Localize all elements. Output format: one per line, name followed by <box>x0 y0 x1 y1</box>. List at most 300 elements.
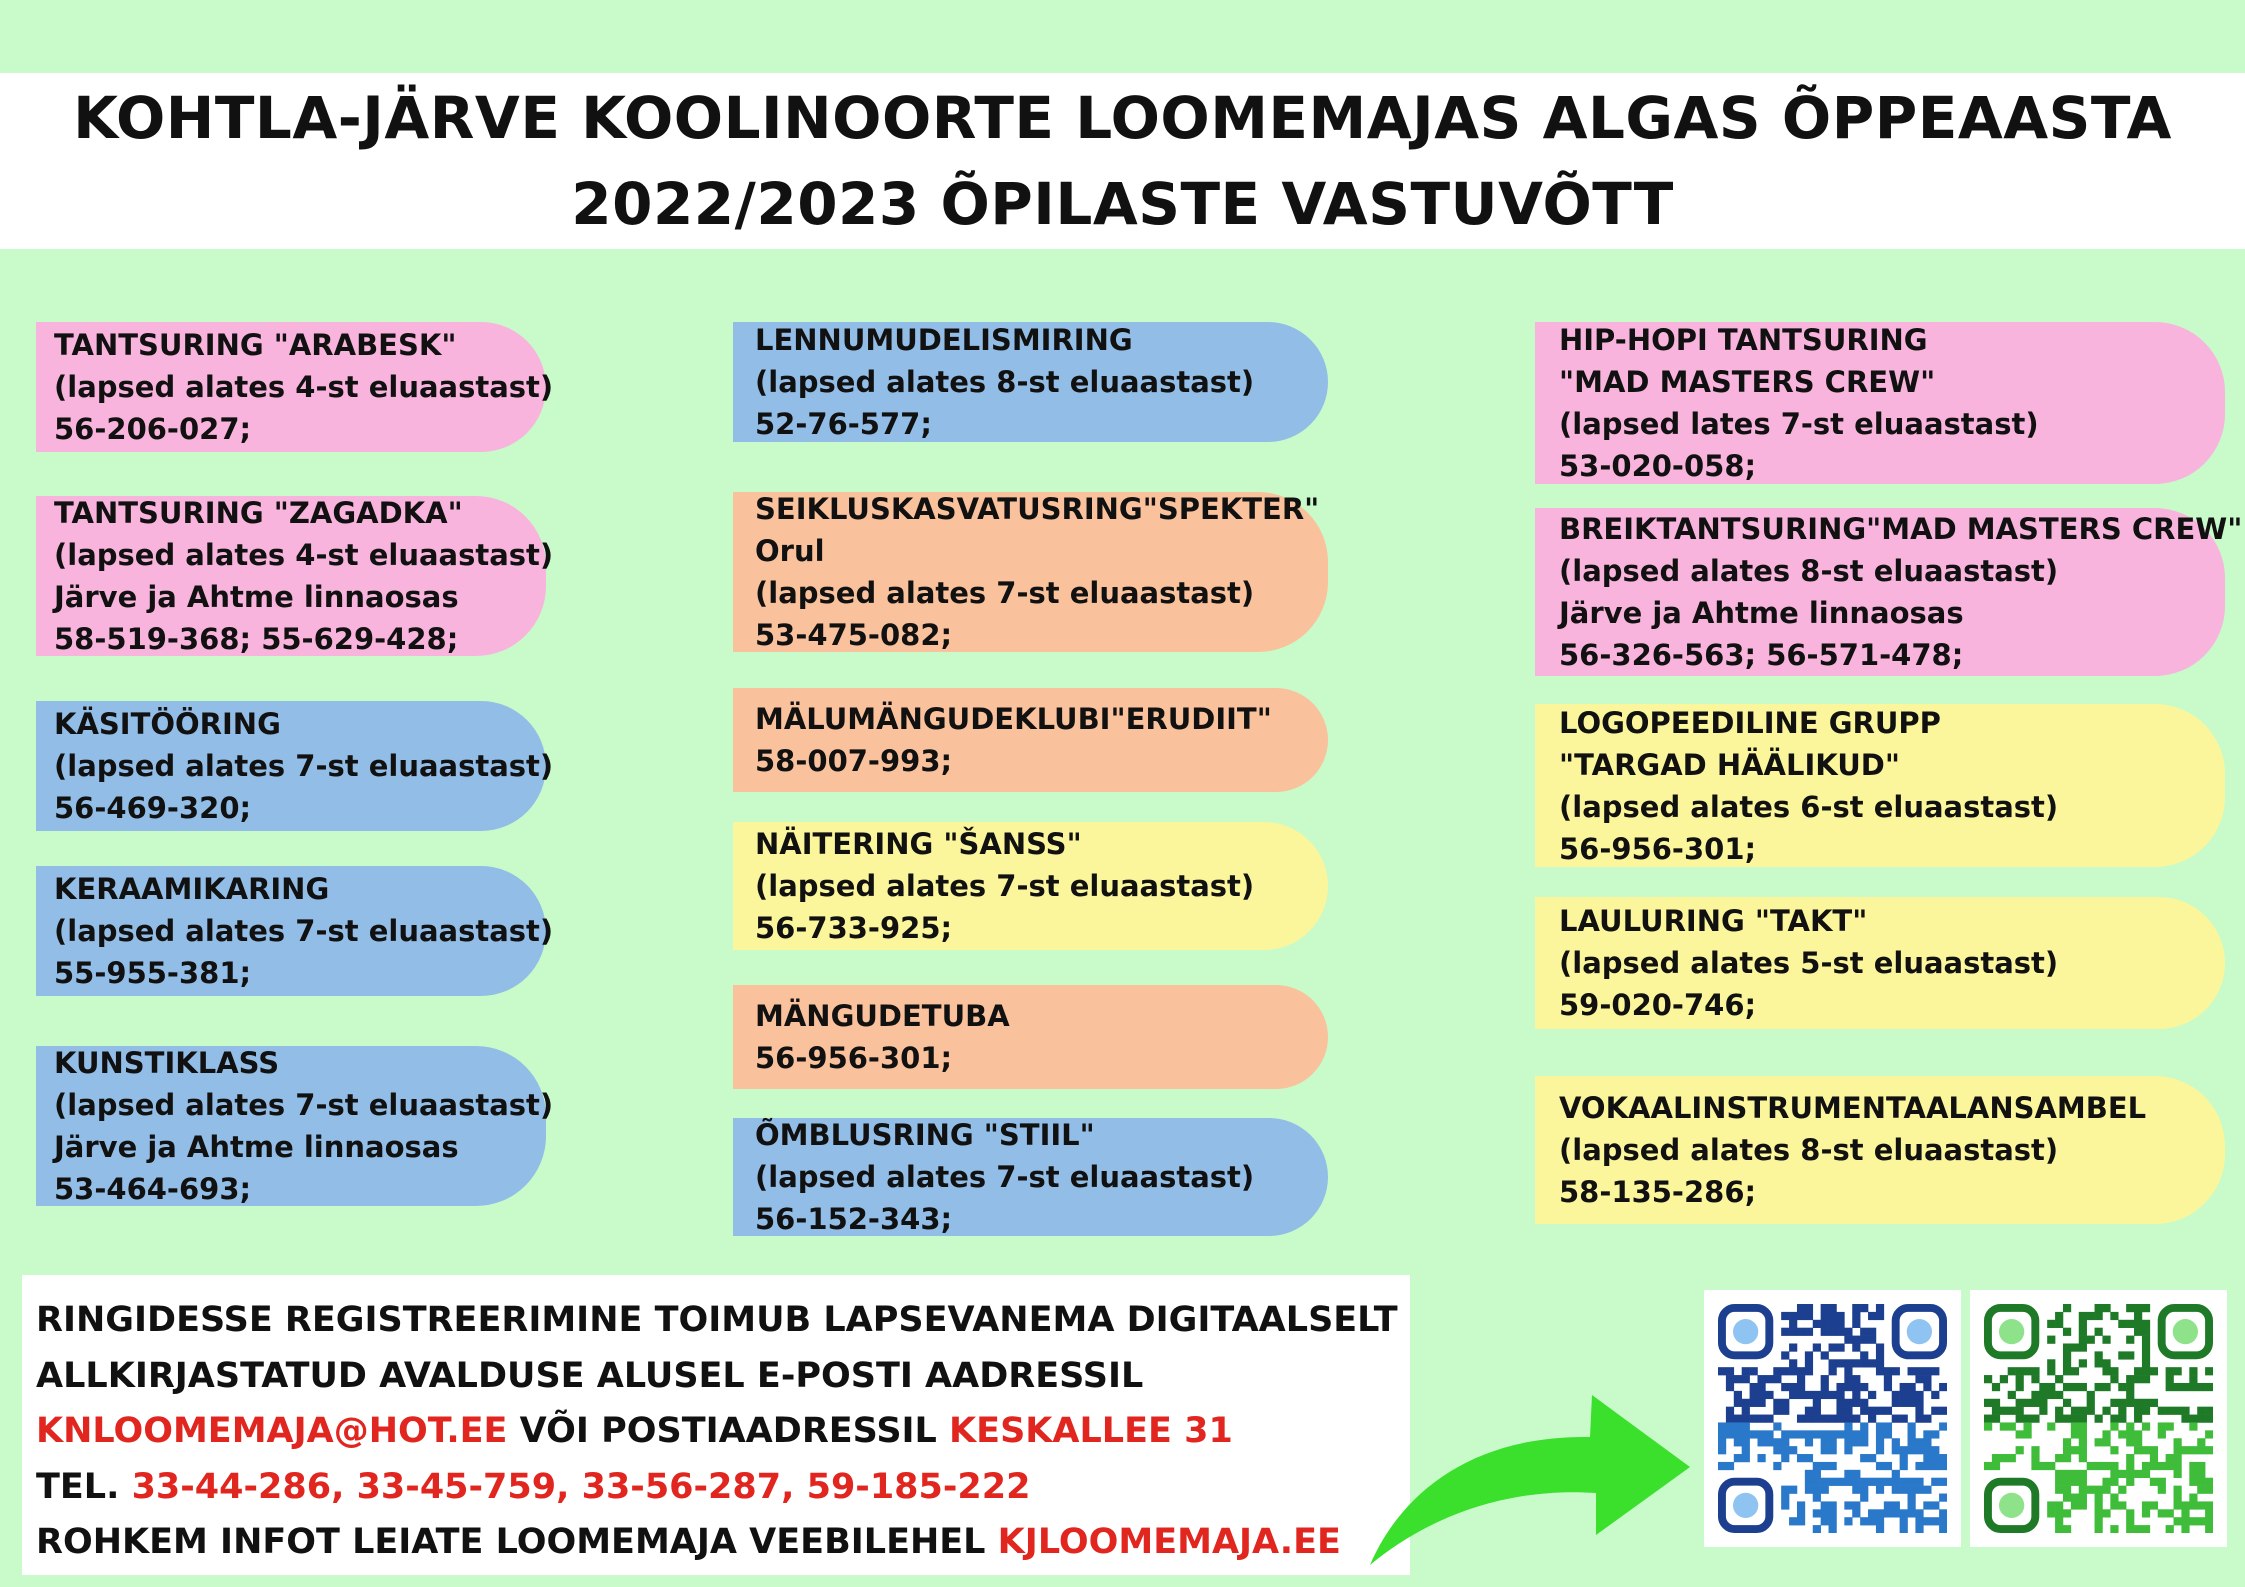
qr-module <box>2079 1478 2087 1486</box>
qr-module <box>1923 1375 1931 1383</box>
qr-module <box>1868 1478 1876 1486</box>
qr-module <box>2039 1383 2047 1391</box>
qr-module <box>1836 1399 1844 1407</box>
qr-module <box>2205 1525 2213 1533</box>
qr-module <box>2031 1391 2039 1399</box>
qr-module <box>1836 1343 1844 1351</box>
qr-module <box>1915 1415 1923 1423</box>
qr-module <box>2142 1336 2150 1344</box>
qr-module <box>1892 1446 1900 1454</box>
qr-module <box>2134 1367 2142 1375</box>
qr-module <box>1742 1367 1750 1375</box>
qr-module <box>1860 1407 1868 1415</box>
circle-phone: 53-475-082; <box>755 618 953 652</box>
circle-phone: 58-519-368; 55-629-428; <box>54 622 459 656</box>
qr-module <box>1852 1486 1860 1494</box>
qr-module <box>2189 1478 2197 1486</box>
qr-module <box>1908 1446 1916 1454</box>
qr-module <box>1797 1517 1805 1525</box>
qr-module <box>2071 1446 2079 1454</box>
qr-module <box>1836 1430 1844 1438</box>
qr-module <box>1821 1415 1829 1423</box>
circle-age: (lapsed lates 7-st eluaastast) <box>1559 407 2039 441</box>
qr-module <box>2055 1470 2063 1478</box>
qr-module <box>1726 1462 1734 1470</box>
circle-phone: 52-76-577; <box>755 407 932 441</box>
qr-module <box>1789 1359 1797 1367</box>
qr-module <box>2095 1304 2103 1312</box>
qr-module <box>2102 1430 2110 1438</box>
qr-module <box>1844 1446 1852 1454</box>
email-link[interactable]: KNLOOMEMAJA@HOT.EE <box>36 1411 508 1451</box>
qr-module <box>1852 1320 1860 1328</box>
qr-module <box>2118 1407 2126 1415</box>
qr-module <box>1923 1454 1931 1462</box>
website-link[interactable]: KJLOOMEMAJA.EE <box>997 1522 1341 1562</box>
qr-module <box>1789 1383 1797 1391</box>
circle-card-erudiit <box>733 688 1328 792</box>
qr-module <box>2126 1320 2134 1328</box>
qr-module <box>1900 1478 1908 1486</box>
qr-module <box>1915 1391 1923 1399</box>
qr-module <box>2142 1343 2150 1351</box>
qr-module <box>1844 1407 1852 1415</box>
circle-age: (lapsed alates 7-st eluaastast) <box>755 576 1255 610</box>
qr-module <box>1876 1422 1884 1430</box>
qr-module <box>1757 1391 1765 1399</box>
qr-module <box>2150 1478 2158 1486</box>
page-title-line-1: KOHTLA-JÄRVE KOOLINOORTE LOOMEMAJAS ALGAS ÕPPEAASTA <box>73 84 2172 152</box>
qr-module <box>1829 1478 1837 1486</box>
qr-module <box>1813 1391 1821 1399</box>
qr-module <box>2102 1336 2110 1344</box>
qr-module <box>1805 1328 1813 1336</box>
qr-module <box>2055 1509 2063 1517</box>
qr-module <box>2063 1525 2071 1533</box>
qr-module <box>1844 1328 1852 1336</box>
qr-module <box>2063 1328 2071 1336</box>
qr-module <box>1829 1446 1837 1454</box>
qr-module <box>2134 1304 2142 1312</box>
qr-module <box>1939 1454 1947 1462</box>
qr-module <box>1852 1501 1860 1509</box>
circle-card-kunstiklass <box>36 1046 554 1206</box>
qr-code-green[interactable] <box>1970 1290 2227 1547</box>
qr-module <box>2023 1415 2031 1423</box>
qr-module <box>1829 1391 1837 1399</box>
qr-module <box>2087 1336 2095 1344</box>
qr-module <box>1908 1486 1916 1494</box>
qr-module <box>1718 1422 1726 1430</box>
qr-module <box>2197 1478 2205 1486</box>
qr-module <box>2134 1430 2142 1438</box>
qr-module <box>1900 1399 1908 1407</box>
qr-module <box>2142 1470 2150 1478</box>
qr-module <box>1844 1438 1852 1446</box>
qr-module <box>1734 1415 1742 1423</box>
qr-module <box>1789 1367 1797 1375</box>
qr-module <box>1868 1454 1876 1462</box>
qr-module <box>2039 1399 2047 1407</box>
info-line-5 <box>36 1515 1410 1571</box>
qr-module <box>2055 1391 2063 1399</box>
qr-module <box>1750 1383 1758 1391</box>
qr-module <box>1868 1328 1876 1336</box>
circle-phone: 56-469-320; <box>54 791 252 825</box>
qr-module <box>2174 1517 2182 1525</box>
qr-module <box>1931 1454 1939 1462</box>
qr-module <box>2150 1462 2158 1470</box>
qr-module <box>1781 1328 1789 1336</box>
qr-module <box>1908 1422 1916 1430</box>
qr-module <box>2118 1501 2126 1509</box>
qr-module <box>2110 1312 2118 1320</box>
circle-phone: 53-020-058; <box>1559 449 1757 483</box>
circle-location: Orul <box>755 534 825 568</box>
qr-module <box>2087 1462 2095 1470</box>
qr-module <box>2126 1430 2134 1438</box>
qr-module <box>1992 1383 2000 1391</box>
qr-module <box>2197 1517 2205 1525</box>
qr-module <box>1757 1375 1765 1383</box>
qr-module <box>2126 1509 2134 1517</box>
qr-module <box>2039 1407 2047 1415</box>
qr-module <box>2063 1478 2071 1486</box>
qr-module <box>1805 1312 1813 1320</box>
qr-module <box>1805 1359 1813 1367</box>
info-line-3 <box>36 1404 1410 1460</box>
qr-module <box>1821 1383 1829 1391</box>
qr-module <box>2142 1375 2150 1383</box>
qr-module <box>2189 1375 2197 1383</box>
qr-module <box>1860 1383 1868 1391</box>
qr-module <box>2150 1454 2158 1462</box>
qr-module <box>1781 1454 1789 1462</box>
qr-module <box>1750 1367 1758 1375</box>
qr-module <box>1773 1422 1781 1430</box>
circle-title: TANTSURING "ARABESK" <box>54 328 457 362</box>
qr-module <box>1773 1438 1781 1446</box>
qr-module <box>2118 1470 2126 1478</box>
qr-module <box>2174 1446 2182 1454</box>
qr-module <box>2047 1462 2055 1470</box>
circle-age: (lapsed alates 7-st eluaastast) <box>54 749 554 783</box>
qr-module <box>1821 1351 1829 1359</box>
qr-module <box>1781 1312 1789 1320</box>
circle-title: TANTSURING "ZAGADKA" <box>54 496 463 530</box>
qr-module <box>2095 1517 2103 1525</box>
qr-module <box>2205 1415 2213 1423</box>
qr-module <box>1876 1304 1884 1312</box>
qr-module <box>1836 1359 1844 1367</box>
qr-module <box>1726 1415 1734 1423</box>
qr-module <box>2055 1525 2063 1533</box>
qr-module <box>1789 1517 1797 1525</box>
qr-code-blue[interactable] <box>1704 1290 1961 1547</box>
qr-module <box>1805 1438 1813 1446</box>
qr-code-icon <box>1984 1304 2213 1533</box>
qr-module <box>1781 1430 1789 1438</box>
qr-module <box>1781 1407 1789 1415</box>
qr-module <box>1939 1509 1947 1517</box>
qr-module <box>1757 1415 1765 1423</box>
qr-module <box>1757 1430 1765 1438</box>
qr-module <box>1781 1501 1789 1509</box>
qr-module <box>2079 1494 2087 1502</box>
qr-module <box>2031 1415 2039 1423</box>
qr-module <box>2079 1407 2087 1415</box>
qr-module <box>2126 1375 2134 1383</box>
qr-module <box>1821 1304 1829 1312</box>
qr-module <box>1734 1399 1742 1407</box>
qr-module <box>1789 1312 1797 1320</box>
qr-module <box>1852 1391 1860 1399</box>
qr-module <box>1892 1438 1900 1446</box>
qr-module <box>1781 1486 1789 1494</box>
qr-module <box>1829 1501 1837 1509</box>
qr-module <box>2023 1422 2031 1430</box>
circle-card-sanss <box>733 822 1328 950</box>
qr-module <box>2016 1407 2024 1415</box>
circle-age: (lapsed alates 7-st eluaastast) <box>755 869 1255 903</box>
qr-module <box>2016 1383 2024 1391</box>
qr-module <box>1742 1407 1750 1415</box>
qr-module <box>1923 1415 1931 1423</box>
phone-numbers: 33-44-286, 33-45-759, 33-56-287, 59-185-222 <box>131 1466 1031 1507</box>
qr-module <box>2126 1525 2134 1533</box>
qr-module <box>2142 1501 2150 1509</box>
qr-module <box>2166 1407 2174 1415</box>
qr-module <box>1797 1415 1805 1423</box>
qr-module <box>2118 1415 2126 1423</box>
circle-card-stiil <box>733 1118 1328 1236</box>
qr-module <box>2016 1415 2024 1423</box>
qr-module <box>2189 1501 2197 1509</box>
qr-module <box>1892 1501 1900 1509</box>
qr-module <box>1765 1438 1773 1446</box>
qr-module <box>1836 1478 1844 1486</box>
qr-module <box>1781 1367 1789 1375</box>
qr-module <box>1781 1351 1789 1359</box>
circle-age: (lapsed alates 7-st eluaastast) <box>755 1160 1255 1194</box>
qr-module <box>1923 1517 1931 1525</box>
qr-finder <box>1988 1482 2035 1529</box>
circle-age: (lapsed alates 8-st eluaastast) <box>1559 1133 2059 1167</box>
qr-module <box>1868 1517 1876 1525</box>
qr-module <box>2095 1486 2103 1494</box>
qr-module <box>1797 1328 1805 1336</box>
circle-card-takt <box>1535 897 2225 1029</box>
qr-module <box>2142 1446 2150 1454</box>
qr-module <box>2079 1454 2087 1462</box>
qr-module <box>2047 1509 2055 1517</box>
qr-module <box>1884 1375 1892 1383</box>
qr-module <box>1813 1320 1821 1328</box>
qr-module <box>2055 1478 2063 1486</box>
qr-module <box>1844 1501 1852 1509</box>
qr-module <box>2016 1367 2024 1375</box>
qr-module <box>2000 1422 2008 1430</box>
qr-module <box>1781 1399 1789 1407</box>
qr-module <box>2031 1446 2039 1454</box>
circle-age: (lapsed alates 4-st eluaastast) <box>54 538 554 572</box>
qr-module <box>2189 1494 2197 1502</box>
qr-module <box>1908 1494 1916 1502</box>
qr-module <box>2071 1501 2079 1509</box>
qr-module <box>1797 1501 1805 1509</box>
qr-module <box>1884 1407 1892 1415</box>
circle-card-zagadka <box>36 496 554 656</box>
circle-title: VOKAALINSTRUMENTAALANSAMBEL <box>1559 1091 2147 1125</box>
qr-module <box>1868 1336 1876 1344</box>
qr-module <box>1726 1375 1734 1383</box>
qr-module <box>1836 1383 1844 1391</box>
qr-module <box>2174 1367 2182 1375</box>
qr-module <box>1829 1525 1837 1533</box>
qr-module <box>1860 1336 1868 1344</box>
web-text: ROHKEM INFOT LEIATE LOOMEMAJA VEEBILEHEL <box>36 1522 998 1562</box>
qr-module <box>1931 1462 1939 1470</box>
qr-module <box>2110 1415 2118 1423</box>
qr-module <box>2095 1525 2103 1533</box>
qr-module <box>1836 1320 1844 1328</box>
qr-module <box>2126 1399 2134 1407</box>
qr-module <box>1884 1383 1892 1391</box>
qr-module <box>1836 1328 1844 1336</box>
qr-module <box>1750 1399 1758 1407</box>
qr-module <box>1915 1509 1923 1517</box>
qr-module <box>1915 1375 1923 1383</box>
qr-module <box>1852 1399 1860 1407</box>
circle-title: LOGOPEEDILINE GRUPP <box>1559 705 1941 740</box>
qr-module <box>2055 1501 2063 1509</box>
arrow-right-icon <box>1360 1375 1720 1575</box>
qr-module <box>1908 1501 1916 1509</box>
qr-module <box>1734 1391 1742 1399</box>
qr-module <box>2008 1391 2016 1399</box>
qr-module <box>2134 1407 2142 1415</box>
qr-module <box>1821 1438 1829 1446</box>
qr-module <box>1992 1454 2000 1462</box>
qr-module <box>2071 1415 2079 1423</box>
qr-module <box>1931 1517 1939 1525</box>
qr-module <box>1773 1367 1781 1375</box>
qr-module <box>1726 1383 1734 1391</box>
qr-module <box>1860 1304 1868 1312</box>
qr-module <box>1860 1478 1868 1486</box>
qr-module <box>1852 1343 1860 1351</box>
qr-module <box>2142 1399 2150 1407</box>
qr-module <box>2205 1517 2213 1525</box>
circle-title: LAULURING "TAKT" <box>1559 904 1868 938</box>
qr-module <box>2118 1486 2126 1494</box>
qr-module <box>2047 1383 2055 1391</box>
circle-phone: 55-955-381; <box>54 956 252 990</box>
qr-module <box>2047 1336 2055 1344</box>
qr-module <box>2079 1320 2087 1328</box>
qr-module <box>1923 1438 1931 1446</box>
qr-module <box>2071 1383 2079 1391</box>
qr-finder <box>1896 1308 1943 1355</box>
qr-module <box>1892 1399 1900 1407</box>
qr-module <box>1813 1494 1821 1502</box>
qr-module <box>2158 1407 2166 1415</box>
qr-module <box>1852 1438 1860 1446</box>
qr-module <box>2142 1462 2150 1470</box>
qr-module <box>2063 1494 2071 1502</box>
qr-module <box>1773 1407 1781 1415</box>
qr-module <box>2102 1367 2110 1375</box>
qr-module <box>2174 1486 2182 1494</box>
qr-module <box>2197 1501 2205 1509</box>
qr-module <box>2102 1383 2110 1391</box>
qr-module <box>2095 1462 2103 1470</box>
qr-module <box>2142 1525 2150 1533</box>
qr-module <box>1805 1454 1813 1462</box>
qr-module <box>1844 1478 1852 1486</box>
qr-module <box>1821 1501 1829 1509</box>
qr-module <box>1908 1509 1916 1517</box>
qr-module <box>1757 1399 1765 1407</box>
circle-card-arabesk <box>36 322 554 452</box>
qr-module <box>1821 1462 1829 1470</box>
qr-module <box>1915 1438 1923 1446</box>
qr-module <box>2079 1446 2087 1454</box>
qr-module <box>1892 1391 1900 1399</box>
qr-module <box>2110 1501 2118 1509</box>
qr-module <box>2174 1470 2182 1478</box>
qr-module <box>2008 1367 2016 1375</box>
circle-title: BREIKTANTSURING"MAD MASTERS CREW" <box>1559 512 2243 546</box>
qr-module <box>2181 1446 2189 1454</box>
qr-module <box>1892 1415 1900 1423</box>
qr-module <box>1908 1399 1916 1407</box>
qr-module <box>2055 1407 2063 1415</box>
circle-phone: 53-464-693; <box>54 1172 252 1206</box>
qr-module <box>1813 1509 1821 1517</box>
qr-module <box>1821 1430 1829 1438</box>
qr-module <box>2166 1525 2174 1533</box>
qr-module <box>1844 1375 1852 1383</box>
qr-module <box>2095 1509 2103 1517</box>
qr-module <box>2079 1438 2087 1446</box>
qr-module <box>2063 1399 2071 1407</box>
qr-module <box>1852 1336 1860 1344</box>
qr-module <box>1876 1430 1884 1438</box>
postal-address: KESKALLEE 31 <box>949 1411 1233 1451</box>
qr-module <box>1852 1509 1860 1517</box>
qr-module <box>1860 1328 1868 1336</box>
circle-phone: 56-956-301; <box>755 1041 953 1075</box>
qr-module <box>1876 1517 1884 1525</box>
qr-module <box>1860 1438 1868 1446</box>
qr-module <box>2079 1343 2087 1351</box>
qr-module <box>2102 1438 2110 1446</box>
qr-module <box>1984 1415 1992 1423</box>
qr-module <box>2158 1462 2166 1470</box>
qr-module <box>2158 1422 2166 1430</box>
qr-module <box>1860 1486 1868 1494</box>
qr-code-icon <box>1718 1304 1947 1533</box>
qr-module <box>1992 1462 2000 1470</box>
qr-module <box>1900 1509 1908 1517</box>
qr-module <box>2197 1486 2205 1494</box>
qr-module <box>1876 1509 1884 1517</box>
circle-phone: 59-020-746; <box>1559 988 1757 1022</box>
qr-module <box>2158 1430 2166 1438</box>
tel-label: TEL. <box>36 1466 132 1507</box>
qr-module <box>2071 1407 2079 1415</box>
